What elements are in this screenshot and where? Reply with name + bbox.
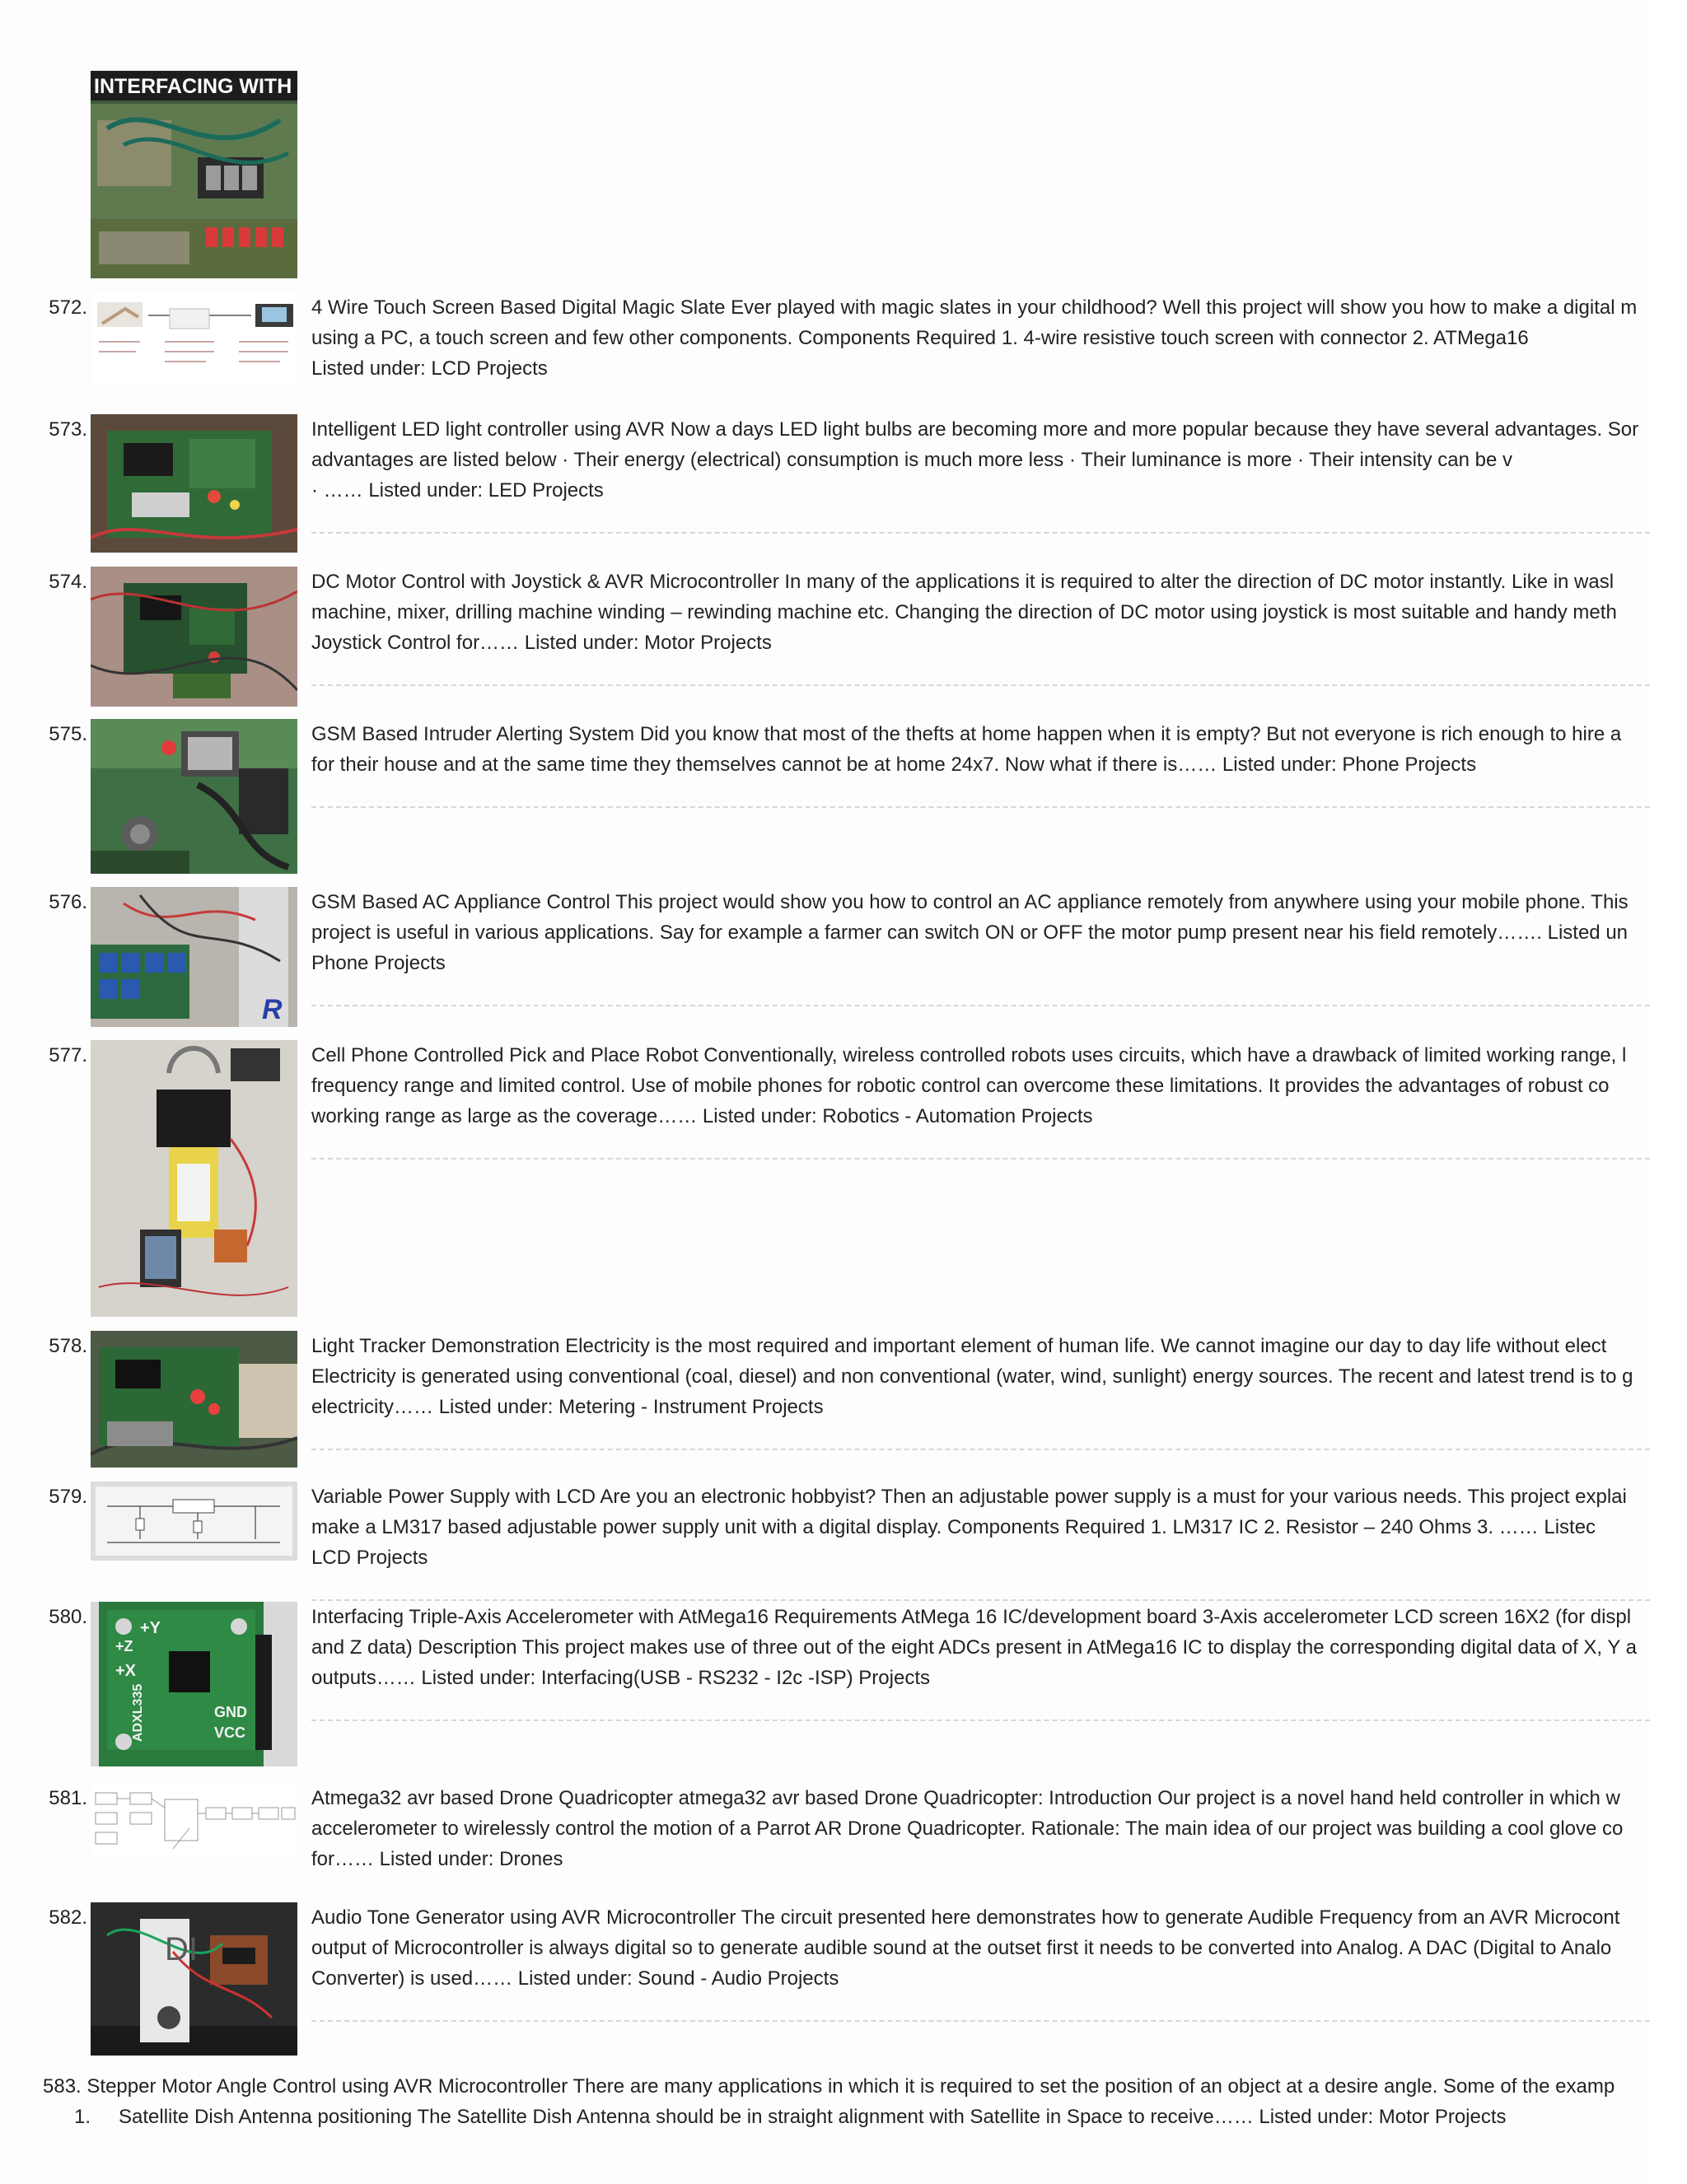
- thumb-label: +Z: [115, 1638, 133, 1654]
- item-number: 583.: [43, 2075, 82, 2098]
- banner-text: INTERFACING WITH: [94, 75, 292, 98]
- description-line: for…… Listed under: Drones: [311, 1848, 563, 1870]
- pcb-board-photo-thumbnail: [91, 71, 297, 278]
- block-diagram-thumbnail: [91, 1783, 297, 1857]
- thumb-label: VCC: [214, 1724, 246, 1741]
- description-line: advantages are listed below · Their energy (electrical) consumption is much more less · Their luminance is more · Their intensity can be v: [311, 449, 1512, 471]
- list-item: [0, 1040, 1650, 1318]
- pcb-board-photo-thumbnail: [91, 567, 297, 707]
- description-line: Cell Phone Controlled Pick and Place Robot Conventionally, wireless controlled robots uses circuits, which have a drawback of limited working range, l: [311, 1044, 1627, 1066]
- item-thumbnail[interactable]: [91, 414, 297, 553]
- svg-text:R: R: [262, 994, 283, 1025]
- row-divider: [311, 532, 1650, 534]
- description-line: · …… Listed under: LED Projects: [311, 479, 604, 502]
- description-line: Electricity is generated using conventional (coal, diesel) and non conventional (water, wind, sunlight) energy sources. The recent and latest trend is to g: [311, 1365, 1633, 1388]
- row-divider: [311, 2020, 1650, 2022]
- item-thumbnail[interactable]: [91, 292, 297, 385]
- svg-text:DI: DI: [165, 1931, 198, 1967]
- description-line: electricity…… Listed under: Metering - Instrument Projects: [311, 1396, 824, 1418]
- item-thumbnail[interactable]: [91, 719, 297, 874]
- pcb-board-photo-thumbnail: [91, 414, 297, 553]
- description-line: and Z data) Description This project makes use of three out of the eight ADCs present in AtMega16 IC to display the corresponding digital data of X, Y a: [311, 1636, 1637, 1659]
- description-line: [0, 2071, 1650, 2102]
- description-text: Stepper Motor Angle Control using AVR Microcontroller There are many applications in which it is required to set the position of an object at a desire angle. Some of the examp: [86, 2075, 1615, 2098]
- row-divider: [311, 806, 1650, 808]
- thumb-label: +X: [115, 1662, 137, 1680]
- item-description[interactable]: [311, 414, 1650, 506]
- row-divider: [311, 684, 1650, 686]
- thumb-label: GND: [214, 1704, 247, 1720]
- item-description[interactable]: [311, 1040, 1650, 1132]
- item-description[interactable]: [311, 567, 1650, 658]
- list-item: [0, 887, 1650, 1027]
- description-line: outputs…… Listed under: Interfacing(USB - RS232 - I2c -ISP) Projects: [311, 1667, 930, 1689]
- row-divider: [311, 1449, 1650, 1450]
- description-line: machine, mixer, drilling machine winding – rewinding machine etc. Changing the direction of DC motor using joystick is most suitable and handy meth: [311, 601, 1617, 623]
- row-divider: [311, 1158, 1650, 1160]
- description-line: Interfacing Triple-Axis Accelerometer with AtMega16 Requirements AtMega 16 IC/development board 3-Axis accelerometer LCD screen 16X2 (for displ: [311, 1606, 1632, 1628]
- row-divider: [311, 1599, 1650, 1601]
- diagram-thumbnail: [91, 292, 297, 385]
- description-line: Light Tracker Demonstration Electricity is the most required and important element of human life. We cannot imagine our day to day life without elect: [311, 1335, 1607, 1357]
- description-line: [0, 2102, 1650, 2132]
- item-thumbnail[interactable]: [91, 1902, 297, 2056]
- description-line: Intelligent LED light controller using AVR Now a days LED light bulbs are becoming more and more popular because they have several advantages. Sor: [311, 418, 1639, 441]
- item-number: 574.: [49, 571, 87, 593]
- description-line: Converter) is used…… Listed under: Sound - Audio Projects: [311, 1967, 839, 1990]
- item-thumbnail[interactable]: [91, 1331, 297, 1468]
- list-item: [0, 292, 1650, 391]
- item-description[interactable]: [311, 887, 1650, 978]
- description-line: Variable Power Supply with LCD Are you an electronic hobbyist? Then an adjustable power supply is a must for your various needs. This project explai: [311, 1486, 1627, 1508]
- thumb-label: ADXL335: [131, 1683, 145, 1742]
- description-line: DC Motor Control with Joystick & AVR Microcontroller In many of the applications it is required to alter the direction of DC motor instantly. Like in wasl: [311, 571, 1615, 593]
- robot-photo-thumbnail: [91, 1040, 297, 1317]
- description-line: LCD Projects: [311, 1547, 428, 1569]
- list-item: [0, 1783, 1650, 1870]
- description-text: Satellite Dish Antenna positioning The Satellite Dish Antenna should be in straight alignment with Satellite in Space to receive…… Listed under: Motor Projects: [119, 2106, 1507, 2128]
- item-number: 578.: [49, 1335, 87, 1357]
- item-number: 582.: [49, 1906, 87, 1929]
- item-number: 579.: [49, 1486, 87, 1508]
- list-item: [0, 414, 1650, 554]
- item-thumbnail[interactable]: [91, 1482, 297, 1561]
- breadboard-photo-thumbnail: [91, 1902, 297, 2056]
- list-item: [0, 719, 1650, 875]
- item-thumbnail[interactable]: [91, 1040, 297, 1317]
- list-item: [0, 567, 1650, 707]
- item-thumbnail[interactable]: [91, 567, 297, 707]
- description-line: Atmega32 avr based Drone Quadricopter atmega32 avr based Drone Quadricopter: Introduction Our project is a novel hand held controller in which w: [311, 1787, 1620, 1809]
- description-line: for their house and at the same time they themselves cannot be at home 24x7. Now what if there is…… Listed under: Phone Projects: [311, 754, 1477, 776]
- sub-item-number: 1.: [73, 2106, 91, 2128]
- row-divider: [311, 1005, 1650, 1006]
- list-item: [0, 2071, 1650, 2137]
- list-item: [0, 1902, 1650, 2059]
- item-description[interactable]: [311, 1783, 1650, 1874]
- gsm-module-photo-thumbnail: [91, 719, 297, 874]
- item-description[interactable]: [311, 292, 1650, 384]
- schematic-thumbnail: [91, 1482, 297, 1561]
- description-line: GSM Based Intruder Alerting System Did you know that most of the thefts at home happen when it is empty? But not everyone is rich enough to hire a: [311, 723, 1622, 745]
- description-line: Joystick Control for…… Listed under: Motor Projects: [311, 632, 772, 654]
- list-item: [0, 1331, 1650, 1471]
- thumb-label: +Y: [140, 1619, 161, 1637]
- accelerometer-board-photo-thumbnail: [91, 1602, 297, 1766]
- row-divider: [311, 1720, 1650, 1721]
- description-line: Phone Projects: [311, 952, 446, 974]
- relay-board-photo-thumbnail: [91, 887, 297, 1027]
- description-line: Listed under: LCD Projects: [311, 357, 548, 380]
- description-line: output of Microcontroller is always digital so to generate audible sound at the outset first it needs to be converted into Analog. A DAC (Digital to Analo: [311, 1937, 1612, 1959]
- description-line: Audio Tone Generator using AVR Microcontroller The circuit presented here demonstrates how to generate Audible Frequency from an AVR Microcont: [311, 1906, 1620, 1929]
- description-line: using a PC, a touch screen and few other components. Components Required 1. 4-wire resistive touch screen with connector 2. ATMega16: [311, 327, 1529, 349]
- description-line: 4 Wire Touch Screen Based Digital Magic Slate Ever played with magic slates in your childhood? Well this project will show you how to make a digital m: [311, 296, 1638, 319]
- item-description[interactable]: [311, 719, 1650, 780]
- item-number: 580.: [49, 1606, 87, 1628]
- item-number: 577.: [49, 1044, 87, 1066]
- item-description[interactable]: [311, 1602, 1650, 1693]
- item-description[interactable]: [311, 1902, 1650, 1994]
- item-description[interactable]: [311, 1482, 1650, 1573]
- item-number: 573.: [49, 418, 87, 441]
- item-thumbnail[interactable]: [91, 1783, 297, 1857]
- item-number: 581.: [49, 1787, 87, 1809]
- item-thumbnail[interactable]: [91, 887, 297, 1027]
- item-number: 576.: [49, 891, 87, 913]
- top-thumbnail[interactable]: [91, 71, 297, 278]
- description-line: make a LM317 based adjustable power supply unit with a digital display. Components Required 1. LM317 IC 2. Resistor – 240 Ohms 3. …… Listec: [311, 1516, 1596, 1538]
- description-line: frequency range and limited control. Use of mobile phones for robotic control can overcome these limitations. It provides the advantages of robust co: [311, 1075, 1610, 1097]
- item-number: 572.: [49, 296, 87, 319]
- pcb-board-photo-thumbnail: [91, 1331, 297, 1468]
- description-line: GSM Based AC Appliance Control This project would show you how to control an AC appliance remotely from anywhere using your mobile phone. This: [311, 891, 1629, 913]
- item-thumbnail[interactable]: [91, 1602, 297, 1766]
- item-description[interactable]: [311, 1331, 1650, 1422]
- list-item: [0, 1602, 1650, 1766]
- item-description[interactable]: [0, 2071, 1650, 2132]
- item-number: 575.: [49, 723, 87, 745]
- list-item: [0, 1482, 1650, 1597]
- description-line: working range as large as the coverage…… Listed under: Robotics - Automation Projects: [311, 1105, 1093, 1127]
- description-line: accelerometer to wirelessly control the motion of a Parrot AR Drone Quadricopter. Rationale: The main idea of our project was building a cool glove co: [311, 1818, 1624, 1840]
- description-line: project is useful in various applications. Say for example a farmer can switch ON or OFF the motor pump present near his field remotely……. Listed un: [311, 922, 1629, 944]
